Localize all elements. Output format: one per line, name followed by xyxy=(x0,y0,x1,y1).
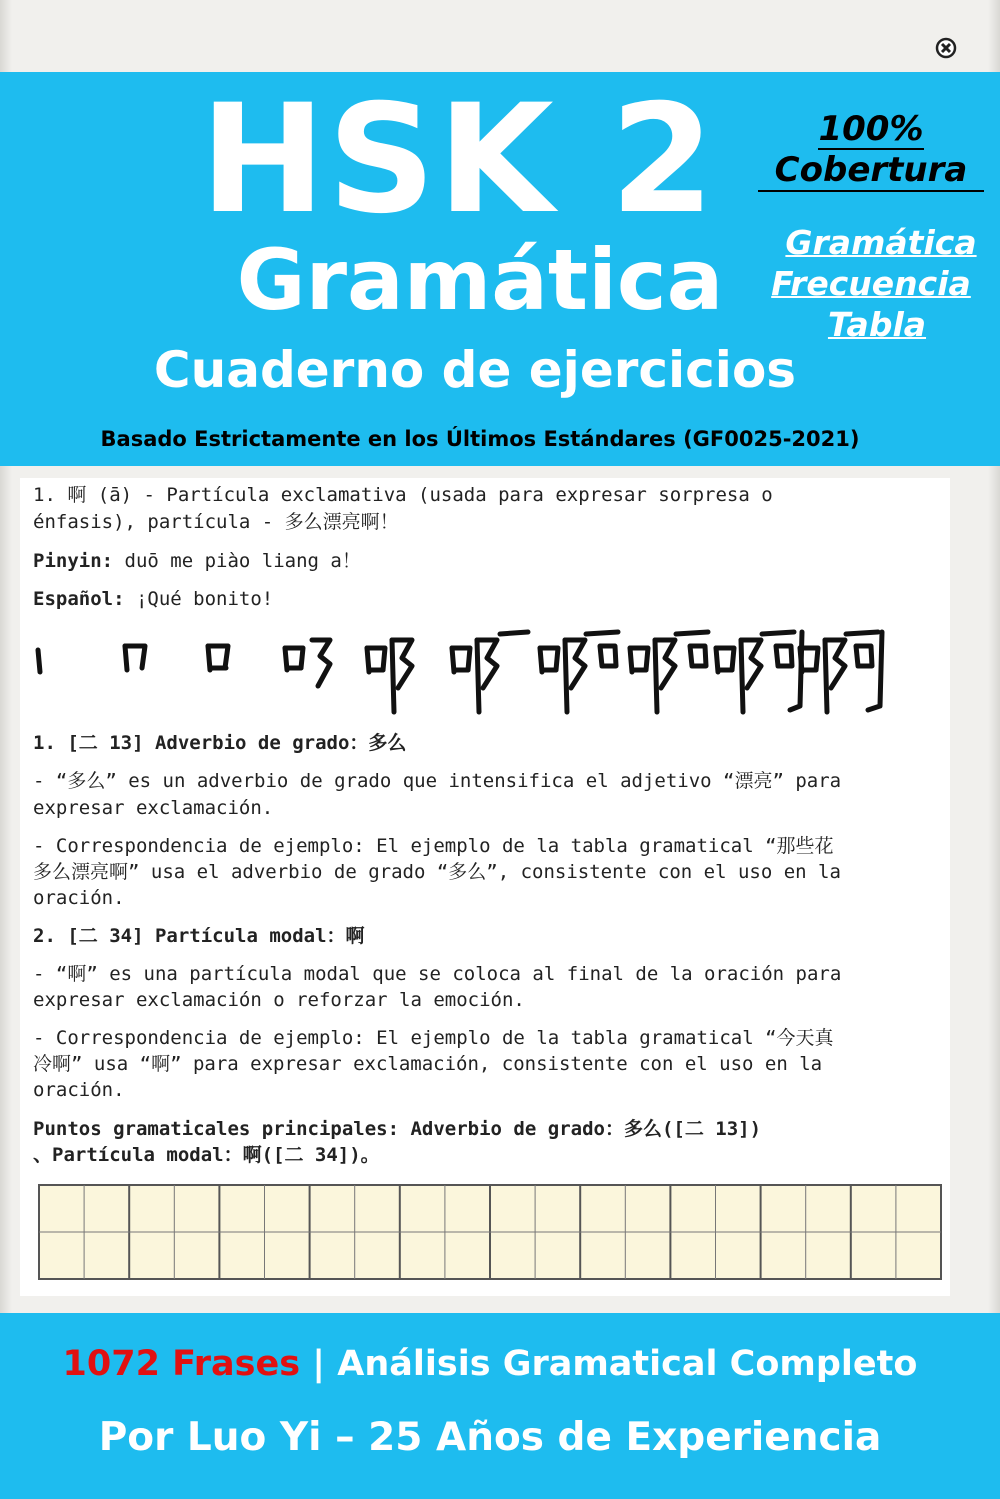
point-1-bullet-2: - Correspondencia de ejemplo: El ejemplo de la tabla gramatical “那些花 xyxy=(33,835,834,857)
entry-heading-cont: énfasis), partícula - 多么漂亮啊！ xyxy=(33,511,399,533)
coverage-word: Cobertura xyxy=(758,150,984,192)
point-1-heading: 1. [二 13] Adverbio de grado：多么 xyxy=(33,732,407,754)
stroke-order-sequence xyxy=(30,626,890,720)
espanol-value: ¡Qué bonito! xyxy=(124,588,274,610)
stroke-step-10 xyxy=(800,632,882,712)
stroke-step-1 xyxy=(38,650,40,672)
stroke-step-2 xyxy=(125,646,145,670)
sentence-count: 1072 Frases xyxy=(62,1344,301,1384)
stroke-step-9 xyxy=(716,632,802,712)
point-2-bullet-2: - Correspondencia de ejemplo: El ejemplo de la tabla gramatical “今天真 xyxy=(33,1027,834,1049)
pinyin-line xyxy=(33,548,361,575)
stroke-step-6 xyxy=(452,632,528,712)
summary-line-1: Puntos gramaticales principales: Adverbio de grado：多么([二 13]) xyxy=(33,1118,762,1140)
stroke-step-4 xyxy=(285,640,330,686)
tag-gramatica: Gramática xyxy=(785,223,977,262)
tag-frecuencia: Frecuencia xyxy=(771,264,971,303)
title-hsk: HSK 2 xyxy=(200,73,717,247)
summary-line-2: 、Partícula modal：啊([二 34])。 xyxy=(33,1144,380,1166)
writing-practice-grid xyxy=(38,1184,942,1280)
pinyin-label: Pinyin: xyxy=(33,550,114,572)
espanol-line xyxy=(33,586,273,613)
point-1-bullet-1-cont: expresar exclamación. xyxy=(33,797,274,819)
stroke-step-7 xyxy=(540,632,618,712)
stroke-step-3 xyxy=(208,646,228,670)
pinyin-value: duō me piào liang a！ xyxy=(113,550,361,572)
analysis-text: | Análisis Gramatical Completo xyxy=(300,1344,918,1384)
point-1-bullet-2-end: oración. xyxy=(33,887,125,909)
point-2-bullet-2-end: oración. xyxy=(33,1079,125,1101)
title-gramatica: Gramática xyxy=(236,231,724,329)
entry-heading: 1. 啊 (ā) - Partícula exclamativa (usada para expresar sorpresa o xyxy=(33,484,773,506)
sample-page xyxy=(20,478,950,1296)
tag-tabla: Tabla xyxy=(827,305,927,344)
point-2-bullet-1: - “啊” es una partícula modal que se coloca al final de la oración para xyxy=(33,963,842,985)
close-circle-icon[interactable] xyxy=(934,36,958,60)
author-line: Por Luo Yi – 25 Años de Experiencia xyxy=(98,1415,882,1460)
subtitle-cuaderno: Cuaderno de ejercicios xyxy=(153,341,797,399)
point-1-bullet-1: - “多么” es un adverbio de grado que intensifica el adjetivo “漂亮” para xyxy=(33,770,842,792)
stroke-step-5 xyxy=(367,640,412,712)
point-2-bullet-1-cont: expresar exclamación o reforzar la emoción. xyxy=(33,989,525,1011)
standards-note: Basado Estrictamente en los Últimos Estándares (GF0025-2021) xyxy=(100,427,860,451)
point-2-bullet-2-cont: 冷啊” usa “啊” para expresar exclamación, consistente con el uso en la xyxy=(33,1053,823,1075)
point-2-heading: 2. [二 34] Partícula modal：啊 xyxy=(33,925,365,947)
stroke-step-8 xyxy=(630,632,708,712)
coverage-percent: 100% xyxy=(818,109,924,149)
bottom-tagline xyxy=(0,1338,980,1390)
espanol-label: Español: xyxy=(33,588,125,610)
feature-tags xyxy=(758,222,984,345)
point-1-bullet-2-cont: 多么漂亮啊” usa el adverbio de grado “多么”, consistente con el uso en la xyxy=(33,861,841,883)
coverage-badge xyxy=(758,110,984,192)
